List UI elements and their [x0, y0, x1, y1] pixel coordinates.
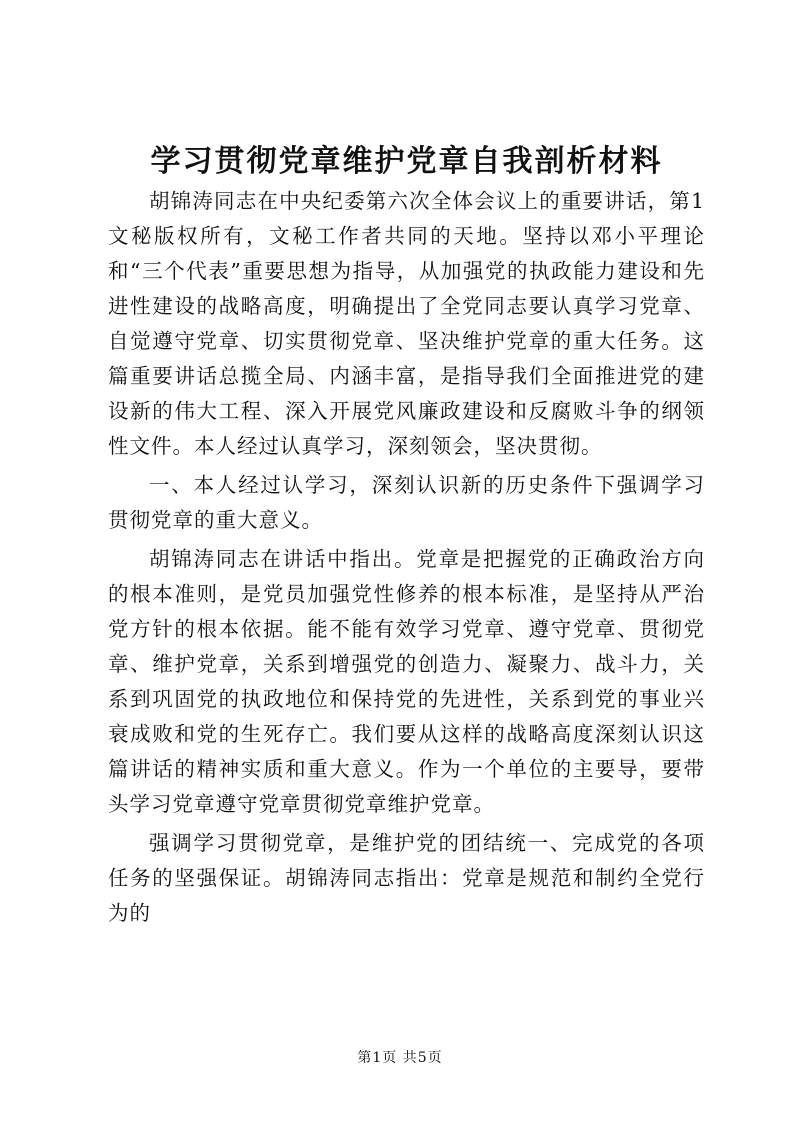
page-footer: 第1页 共5页 [357, 1050, 443, 1066]
document-title: 学习贯彻党章维护党章自我剖析材料 [150, 144, 663, 179]
paragraph-2: 一、本人经过认学习，深刻认识新的历史条件下强调学习贯彻党章的重大意义。 [108, 473, 705, 532]
paragraph-4: 强调学习贯彻党章，是维护党的团结统一、完成党的各项任务的坚强保证。胡锦涛同志指出：党章是规范和制约全党行为的 [108, 831, 705, 925]
paragraph-1: 胡锦涛同志在中央纪委第六次全体会议上的重要讲话，第1文秘版权所有，文秘工作者共同的天地。坚持以邓小平理论和“三个代表”重要思想为指导，从加强党的执政能力建设和先进性建设的战略高度，明确提出了全党同志要认真学习党章、自觉遵守党章、切实贯彻党章、坚决维护党章的重大任务。这篇重要讲话总揽全局、内涵丰富，是指导我们全面推进党的建设新的伟大工程、深入开展党风廉政建设和反腐败斗争的纲领性文件。本人经过认真学习，深刻领会，坚决贯彻。 [108, 189, 705, 458]
document-body [108, 184, 705, 931]
paragraph-3: 胡锦涛同志在讲话中指出。党章是把握党的正确政治方向的根本准则，是党员加强党性修养的根本标准，是坚持从严治党方针的根本依据。能不能有效学习党章、遵守党章、贯彻党章、维护党章，关系到增强党的创造力、凝聚力、战斗力，关系到巩固党的执政地位和保持党的先进性，关系到党的事业兴衰成败和党的生死存亡。我们要从这样的战略高度深刻认识这篇讲话的精神实质和重大意义。作为一个单位的主要导，要带头学习党章遵守党章贯彻党章维护党章。 [108, 547, 705, 816]
